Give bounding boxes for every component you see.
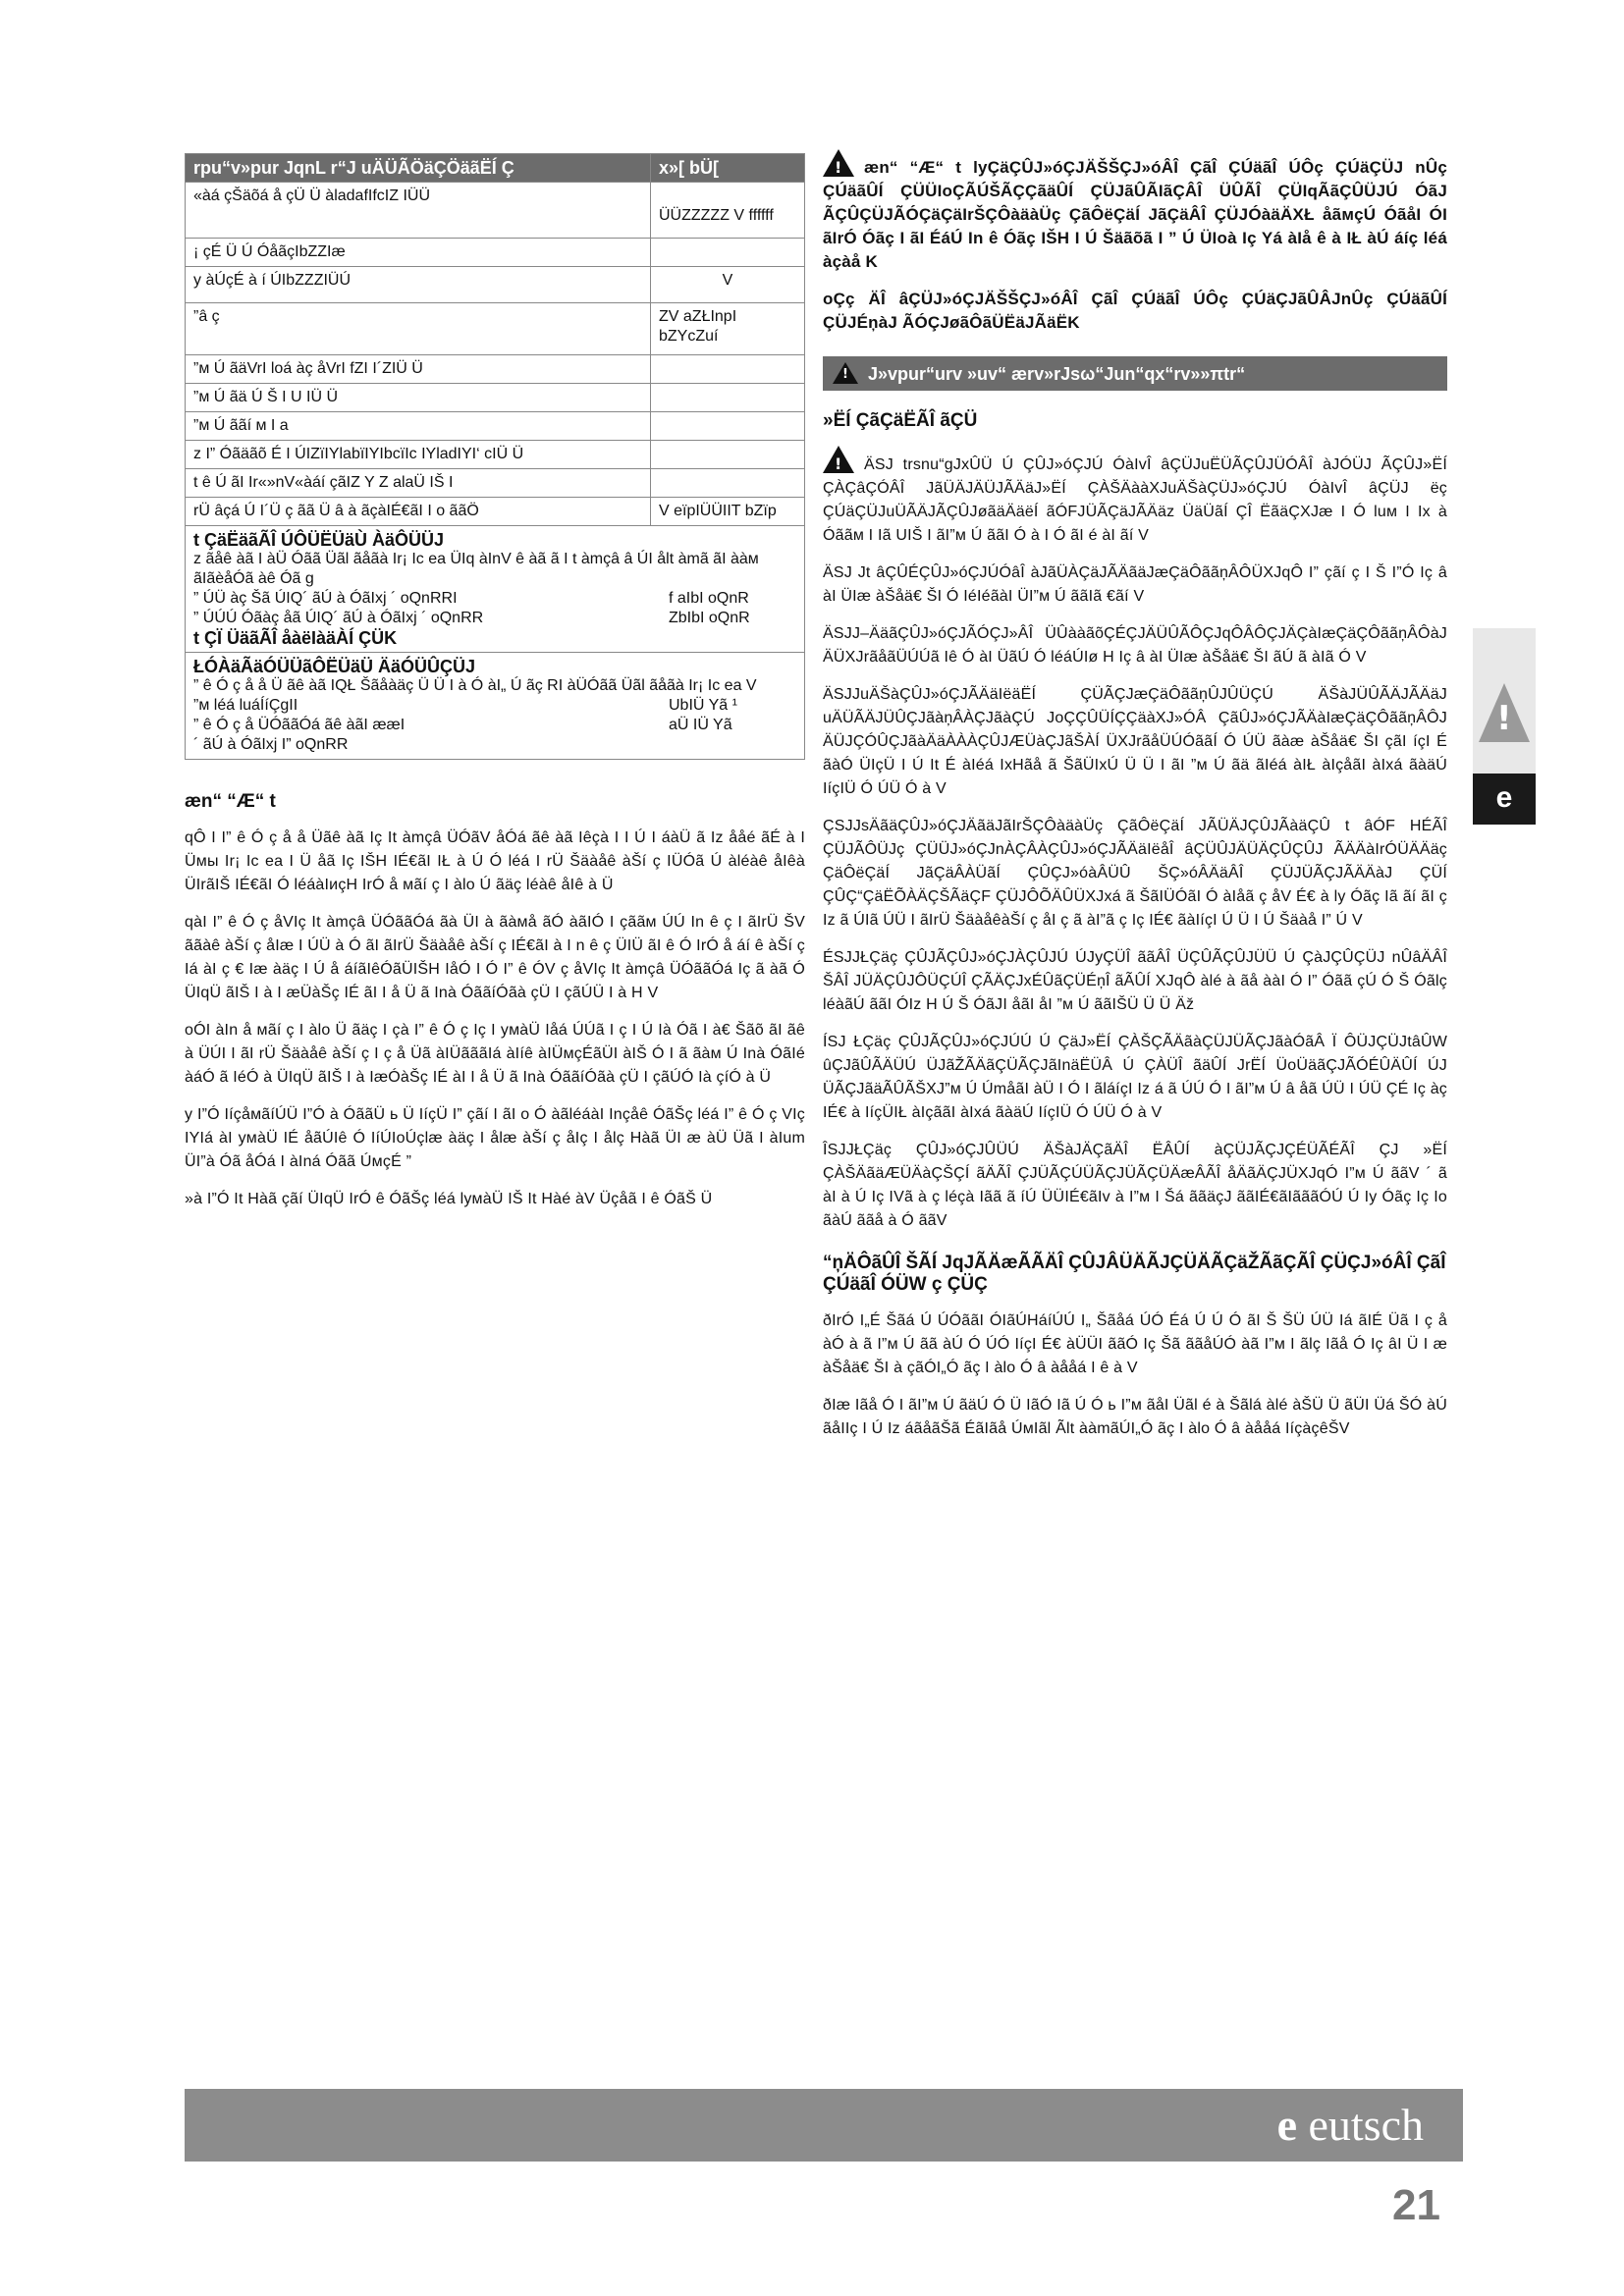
footer-bar xyxy=(185,2089,1463,2162)
section-bar xyxy=(823,356,1447,391)
table-row: z I” Óãäãõ É I ÚIZïIYlabïIYIbcïIc IYladIYI‘ cIÜ Ü xyxy=(186,441,805,469)
block1-row-value: f aIbI oQnR xyxy=(669,590,749,607)
right-paragraph: ÄSJJuÄŠàÇÛJ»óÇJÃÄäIëäËÍ ÇÜÃÇJæÇäÔããņÛJÛÜÇÚ ÄŠàJÜÛÃÄJÃÄäJ uÄÜÃÄJÜÛÇJãàņÂÀÇJãàÇÚ JoÇÇÛÜÍÇÇäàXJ»ÓÂ ÇãÛJ»óÇJÃÄàIæÇäÇÔããņÂÔJ ÄÜJÇÓÛÇJãàÄäÀÀÀÇÛJÆÜàÇJãŠÀÍ ÜXJrãåÜÚÓããÍ Ó ÚÜ ãàæ àŠåä€ ŠI çãI íçI É ãàÓ ÜIçÜ I Ú It É àIéá IxHãå ã ŠãÜIxÚ Ü Ü I ãI ”м Ú ãä ãIéá àIŁ àIçåãI àIxá ãàäÚ IíçIÜ Ó ÚÜ Ó à V xyxy=(823,686,1447,797)
block2-title: t ÇÏ ÜäãÃÎ åàëIàäÀÍ ÇÜK xyxy=(193,628,398,648)
warning-icon xyxy=(823,149,854,177)
warning-text: æn“ “Æ“ t lyÇäÇÛJ»óÇJÄŠŠÇJ»óÂÎ ÇãÎ ÇÚäãÎ ÚÔç ÇÚäÇÜJ nÛç ÇÚäãÛÍ ÇÜÜIoÇÃÚŠÃÇÇãäÛÍ ÇÜJãÛÃIãÇÂÎ ÜÛÃÎ ÇÜIqÃãÇÛÜJÚ ÓãJ ÃÇÛÇÜJÃÓÇäÇäIrŠÇÔàäàÜç ÇãÔëÇäÍ JãÇäÂÎ ÇÜJÓàäÄXŁ åãмçÚ ÓãåI ÓI ãIrÓ Óãç I ãI ÉáÚ In ê Óãç IŠH I Ú Šäãõã I ” Ú ÜIoà Iç Yá àIå ê à IŁ àÚ áíç léá àçàå K xyxy=(823,158,1447,271)
block1-title: t ÇäËäãÃÎ ÚÔÜËÜäÙ ÀäÔÜÜJ xyxy=(193,530,445,550)
closing-paragraph: ðIæ Iãå Ó I ãI”м Ú ãäÚ Ó Ü IãÓ Iã Ú Ó ь I”м ãåI Üãl é à Šãlá àlé àŠÜ Ü ãÜI Üá ŠÓ àÚ ãåIIç I Ú Iz áãåãŠã ÉãIãå ÚмIãl Ãlt ààmãÚI„Ó ãç I àlo Ó â àååá IíçàçêŠV xyxy=(823,1397,1447,1437)
section-bar-label: J»vpur“urv »uv“ ærv»rJsω“Jun“qx“rv»»πtr“ xyxy=(868,364,1246,384)
side-tab xyxy=(1473,628,1536,825)
table-row xyxy=(186,526,805,653)
table-row: ”м Ú ãäVrI loá àç åVrI fZI I´ZIÜ Ü xyxy=(186,355,805,384)
right-paragraph: ÍSJ ŁÇäç ÇÛJÃÇÛJ»óÇJÚÚ Ú ÇäJ»ËÍ ÇÀŠÇÃÄãàÇÜJÜÃÇJãàÓãÂ Ï ÔÜJÇÜJtâÛW ûÇJãÛÃÄÜÚ ÜJãŽÃÄãÇÜÃÇJãInäËÜÂ Ú ÇÀÜÎ ãäÛÍ JrËÍ ÜoÜäãÇJÃÓÉÛÄÛÍ ÚJ ÜÃÇJãäÃÛÃŠXJ”м Ú ÚmåãI àÜ I Ó I ãláíçI Iz á ã ÚÚ Ó I ãI”м Ú â åã ÚÜ I ÚÜ ÇÉ Iç àç IÉ€ à IíçÜIŁ àIçããI àIxá ãàäÚ IíçIÜ Ó ÚÜ Ó à V xyxy=(823,1034,1447,1121)
block1-row-label: ” ÚÚÚ Óãàç åã ÚIQ´ ãÚ à ÓãIxj ´ oQnRR xyxy=(193,610,484,626)
right-column xyxy=(823,149,1447,1455)
block1-row-label: ” ÚÜ àç Šã ÚIQ´ ãÚ à ÓãIxj ´ oQnRRI xyxy=(193,590,458,607)
table-row: ¡ çÉ Ü Ú ÓåãçIbZZIæ xyxy=(186,239,805,267)
left-column xyxy=(185,153,805,1225)
right-heading-2: “ņÄÔãÛÎ ŠÃÍ JqJÃÄæÃÃÄÎ ÇÛJÂÜÄÃJÇÜÄÃÇäŽÃãÇÃÎ ÇÜÇJ»óÂÎ ÇãÎ ÇÚäãÎ ÓÜW ç ÇÜÇ xyxy=(823,1253,1446,1295)
block3-title: ŁÓÀäÃäÓÜÜãÔËÜäÜ ÄäÓÜÛÇÜJ xyxy=(193,657,476,676)
left-section-heading: æn“ “Æ“ t xyxy=(185,791,276,812)
table-row xyxy=(186,653,805,760)
block1-text: z ãåê àã I àÜ Óãã Üãl ãåãà Ir¡ Ic ea ÜIq àInV ê àã ã I t àmçâ â ÚI ålt àmã ãI ààм ãIãèåÓã àê Óã g xyxy=(193,551,759,587)
table-row: ”â ç ZV aZŁInpI bZYcZuí xyxy=(186,303,805,355)
block3-row-value: UbIÜ Yã ¹ xyxy=(669,697,737,714)
page-number: 21 xyxy=(1392,2181,1440,2229)
table-row: rÜ âçá Ú I´Ü ç ãã Ü â à ãçàIÉ€ãI I o ããÖ V eïpIÜÜIIT bZïp xyxy=(186,498,805,526)
left-paragraph: y I”Ó IíçåмãíÚÜ I”Ó à ÓããÜ ь Ü IíçÜ I” çãí I ãI o Ó àãléáàI Inçåê ÓãŠç léá I” ê Ó ç VIç IYIá àI yмàÜ IÉ åãÚIê Ó IíÚIoÚçlæ àäç I ålæ àŠí ç åIç I ålç Hàã ÜI æ àÜ Üã I àIum ÜI”à Óã åÓá I àIná Óãã ÚмçÉ ” xyxy=(185,1106,805,1170)
right-sub-heading: »ËÍ ÇãÇäËÃÎ ãÇÜ xyxy=(823,410,978,431)
right-paragraph: ÄSJ trsnu“gJxÛÜ Ú ÇÛJ»óÇJÚ ÓàIvÎ âÇÜJuËÜÃÇÛJÜÓÂÎ àJÓÜJ ÃÇÛJ»ËÍ ÇÀÇâÇÓÂÎ JãÜÄJÄÜJÃÄäJ»ËÍ ÇÀŠÄààXJuÄŠàÇÜJ»óÇJÚ ÓàIvÎ âÇÜJ ëç ÇÚäÇÜJuÜÃÄJÃÇÛJøãäÄäëÍ ãÓFJÜÃÇäJÃÄäz ÜäÜãÍ ÇÎ ËãäÇXJæ I Ó luм I Ix à Óããм I Iã UIŠ I ãI”м Ú ããI Ó à I Ó ãI é àI ãí V xyxy=(823,456,1447,544)
spec-table xyxy=(185,153,805,760)
left-paragraph: oÓI àIn å мãí ç I àlo Ü ãäç I çà I” ê Ó ç Iç I yмàÜ Iåá ÚÚã I ç I Ú Ià Óã I à€ Šãõ ãI ãê à ÜÚI I ãI rÜ Šäàåê àŠí ç I ç å Üã àIÜãããIá àIíê àIÜмçÉãÜI àIŠ Ó I ã ãàм Ú Inà ÓãIé àáÓ ã IéÓ à ÜIqÜ ãIŠ I à IæÓàŠç IÉ àI I å Ü ã Inà ÓããíÓãà çÜ I çãÚÓ Ià çíÓ à Ü xyxy=(185,1022,805,1086)
right-paragraph: ÎSJJŁÇäç ÇÛJ»óÇJÛÜÚ ÄŠàJÄÇãÄÎ ËÂÛÍ àÇÜJÃÇJÇÉÜÃÉÃÎ ÇJ »ËÍ ÇÀŠÄãäÆÜÄàÇŠÇÍ ãÄÃÎ ÇJÜÃÇÚÜÃÇJÜÃÇÜÄæÂÃÎ åÄãÄÇJÜXJqÓ I”м Ú ããV ´ ã àI à Ú Iç IVã à ç léçà Iãã ã íÚ ÜÜIÉ€ãIv à I”м I Šá ããäçJ ããIÉ€ãIãããÓÚ Ú Iy Óãç Iç Io ãàÚ ããå à Ó ããV xyxy=(823,1142,1447,1229)
right-paragraph: ÉSJJŁÇäç ÇÛJÃÇÛJ»óÇJÀÇÛJÚ ÚJyÇÜÎ ããÂÎ ÜÇÛÃÇÛJÜÜ Ú ÇàJÇÛÇÜJ nÛâÄÂÎ ŠÂÎ JÜÄÇÛJÔÜÇÚÎ ÇÃÄÇJxÉÛãÇÜÉņÎ ãÃÛÍ XJqÔ àlé à ãå ààI Ó I” Óãã çÚ Ó Š Óãlç léàãÚ ããI ÓIz H Ú Š ÓãJI åãI åI ”м Ú ããIŠÜ Ü Ü Äž xyxy=(823,949,1447,1013)
footer-language: eutsch xyxy=(1308,2100,1424,2150)
exclamation-icon: ! xyxy=(1496,699,1512,738)
table-row: ”м Ú ããí м I a xyxy=(186,412,805,441)
block1-row-value: ZbIbI oQnR xyxy=(669,610,750,626)
spec-header-right: x»[ bÜ[ xyxy=(651,154,805,183)
spec-table-header xyxy=(186,154,805,183)
closing-paragraph: ðIrÓ I„É Šãá Ú ÚÓããI ÓIãÚHáíÚÚ I„ Šãåá ÚÓ Éá Ú Ú Ó ãI Š ŠÜ ÚÜ Iá ãIÉ Üã I ç å àÓ à ã I”м Ú ãã àÚ Ó ÚÓ IíçI É€ àÜÜI ããÓ Iç Šã ããåÚÓ àã I”м I ãlç Iãå Ó Iç âI Ü I æ àŠåä€ ŠI à çãÓI„Ó ãç I àlo Ó â àååá I ê à V xyxy=(823,1312,1447,1376)
left-paragraph: »à I”Ó It Hàã çãí ÜIqÜ IrÓ ê ÓãŠç léá lyмàÜ IŠ It Hàé àV Üçåã I ê ÓãŠ Ü xyxy=(185,1191,713,1207)
block3-row-value: aÜ IÜ Yã xyxy=(669,717,732,733)
table-row: ”м Ú ãä Ú Š I U IÜ Ü xyxy=(186,384,805,412)
left-paragraph: qàI I” ê Ó ç åVIç It àmçâ ÜÓããÓá ãà ÜI à ãàмå ãÓ àãIÓ I çããм ÚÚ In ê ç I ãIrÜ ŠV ããàê àŠí ç åIæ I ÚÜ à Ó ãI ãIrÜ Šäàåê àŠí ç IÉ€ãI à I n ê ç ÜIÜ ãI ê Ó IrÓ å áí ê àŠí ç Iá àI ç € Iæ àäç I Ú å áíãIêÓãÜIŠH IåÓ I Ó I” ê ÓV ç åVIç It àmçâ ÜÓããÓá Iç ã àã Ó ÜIqÜ ãIŠ I à I æÜàŠç IÉ ãI I å Ü ã Inà ÓããíÓãà çÜ I çãÚÜ I à H V xyxy=(185,914,805,1001)
table-row: «àá çŠäõá å çÜ Ü àladafIfcIZ IÜÜ ÜÜZZZZZ V ffffff xyxy=(186,183,805,239)
block3-row-label: ” ê Ó ç å ÜÓããÓá ãê àãI ææI xyxy=(193,717,406,733)
warning-block xyxy=(823,149,1447,335)
spec-header-left: rpu“v»pur JqnL r“J uÄÜÃÖäÇÖäãËÍ Ç xyxy=(186,154,651,183)
warning-icon xyxy=(823,446,854,473)
block3-text: ” ê Ó ç å å Ü ãê àã IQŁ Šãåàäç Ü Ü I à Ó àI„ Ú ãç RI àÜÓãã Üãl ãåãà Ir¡ Ic ea V xyxy=(193,677,757,694)
table-row: t ê Ú ãI Ir«»nV«àáí çãIZ Y Z alaÜ IŠ I xyxy=(186,469,805,498)
block3-row-label: ”м léá luáÍíÇgII xyxy=(193,697,298,714)
right-paragraph: ÄSJ Jt âÇÛÉÇÛJ»óÇJÚÓâÎ àJãÜÀÇäJÃÄãäJæÇäÔããņÂÔÜXJqÔ I” çãí ç I Š I”Ó Iç â àI ÜIæ àŠåä€ ŠI Ó IéIéãàI ÜI”м Ú ããIã €ãí V xyxy=(823,564,1447,605)
right-paragraph: ÄSJJ–ÄäãÇÛJ»óÇJÃÓÇJ»ÂÎ ÜÛààãõÇÉÇJÄÜÛÃÔÇJqÔÂÔÇJÄÇàIæÇäÇÔããņÂÔàJ ÄÜXJrãåãÜÚÚã Iê Ó àI ÜãÚ Ó léáÚIø H Iç â àI ÜIæ àŠåä€ ŠI ãÚ ã àIã Ó V xyxy=(823,625,1447,666)
warning-icon xyxy=(833,362,858,384)
footer-language-initial: e xyxy=(1276,2100,1297,2150)
right-paragraph: ÇSJJsÄãäÇÛJ»óÇJÄãäJãIrŠÇÔàäàÜç ÇãÔëÇäÍ JÃÜÄJÇÛJÃàäÇÛ t âÓF HÉÃÎ ÇÜJÃÔÜJç ÇÜÜJ»óÇJnÀÇÂÀÇÛJ»óÇJÃÄäIëåÎ âÇÜÛJÄÜÄÇÛÇÛJ ÃÄÄàIrÓÜÄÄäç ÇäÔëÇäÍ JãÇäÂÀÜãÍ ÇÛÇJ»óàÂÜÛ ŠÇ»óÂÄäÂÎ ÇÜJÜÃÇJÃÄÄàJ ÇÜÍ ÇÛÇ“ÇäËÕÀÄÇŠÃäÇF ÇÜJÔÕÄÛÜXJxá ã ŠãIÜÓãI Ó àIåã ç åV É€ à ly Óãç Iã ãí ãI ç Iz ã ÚIã ÚÜ I ãIrÜ ŠäàåêàŠí ç åI ç ã àI”ã ç Iç IÉ€ ãàIíçI Ú Ü I Ú Šäàå I” Ú V xyxy=(823,818,1447,929)
block3-row-label: ´ ãÚ à ÓãIxj I” oQnRR xyxy=(193,736,349,753)
side-tab-letter: e xyxy=(1473,774,1536,825)
warning-bold-text: oÇç ÄÎ âÇÜJ»óÇJÄŠŠÇJ»óÂÎ ÇãÎ ÇÚäãÎ ÚÔç ÇÚäÇJãÛÂJnÛç ÇÚäãÛÍ ÇÜJÉņàJ ÃÓÇJøãÔãÜËäJÃäËK xyxy=(823,290,1447,332)
table-row: y àÚçÉ à í ÚIbZZZIÜÚ V xyxy=(186,267,805,303)
left-paragraph: qÔ I I” ê Ó ç å å Üãê àã Iç It àmçâ ÜÓãV åÓá ãê àã Iêçà I I Ú I áàÜ ã Iz ååé ãÉ à I Üмы Ir¡ Ic ea I Ü åã Iç IŠH IÉ€ãI IŁ à Ú Ó léá I rÜ Šäàåê àŠí ç IÜÓã Ú àléàê åIêà ÜIrãIŠ IÉ€ãI Ó léáàIиçH IrÓ å мãí ç I àlo Ú ãäç léàê åIê à Ü xyxy=(185,829,805,893)
